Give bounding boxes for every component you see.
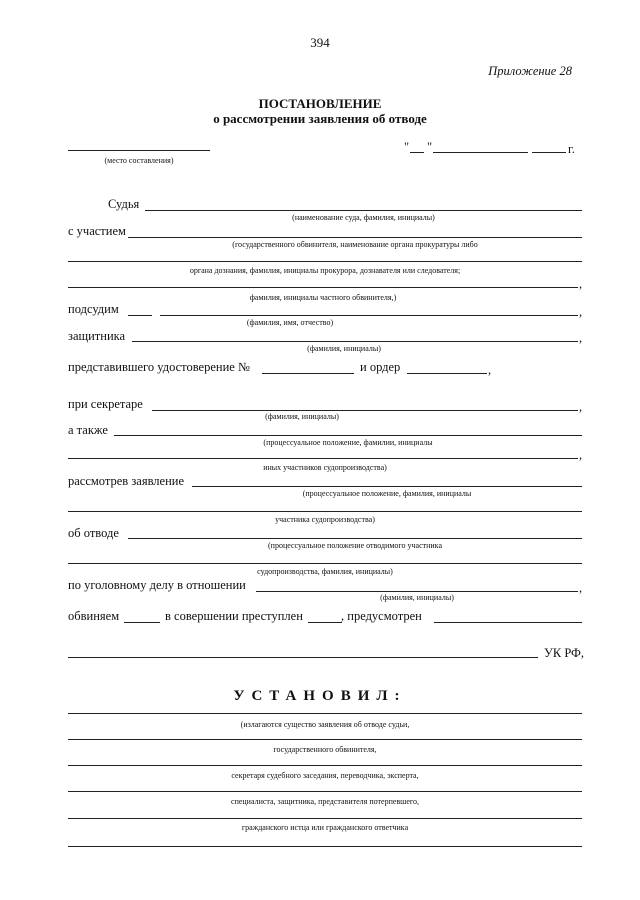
reviewed-line-2[interactable]	[68, 511, 582, 512]
code-article-line[interactable]	[68, 657, 538, 658]
recusal-line-2[interactable]	[68, 563, 582, 564]
also-caption-2: иных участников судопроизводства)	[263, 463, 387, 472]
participation-caption-1: (государственного обвинителя, наименование органа прокуратуры либо	[232, 240, 478, 249]
also-line-1[interactable]	[114, 435, 582, 436]
certificate-number-line[interactable]	[262, 373, 354, 374]
established-line-5[interactable]	[68, 818, 582, 819]
judge-label: Судья	[108, 197, 140, 211]
recusal-line-1[interactable]	[128, 538, 582, 539]
date-day-line[interactable]	[410, 152, 424, 153]
criminal-case-line[interactable]	[256, 591, 578, 592]
accused-label: обвиняем	[68, 609, 120, 623]
defendant-comma: ,	[579, 305, 583, 319]
certificate-label: представившего удостоверение №	[68, 360, 250, 374]
date-year-line[interactable]	[532, 152, 566, 153]
code-label: УК РФ,	[544, 646, 585, 660]
provided-label: , предусмотрен	[341, 609, 422, 623]
participation-comma: ,	[579, 277, 583, 291]
participation-label: с участием	[68, 224, 126, 238]
document-title: ПОСТАНОВЛЕНИЕ	[258, 96, 382, 111]
defender-line[interactable]	[132, 341, 578, 342]
date-open-quote: "	[404, 140, 410, 154]
established-caption-5: гражданского истца или гражданского ответчика	[241, 823, 409, 832]
secretary-line[interactable]	[152, 410, 578, 411]
accused-suffix-line[interactable]	[124, 622, 160, 623]
judge-line[interactable]	[145, 210, 582, 211]
established-line-4[interactable]	[68, 791, 582, 792]
provided-line[interactable]	[434, 622, 582, 623]
secretary-caption: (фамилия, инициалы)	[265, 412, 339, 421]
defender-label: защитника	[68, 329, 126, 343]
criminal-case-comma: ,	[579, 581, 583, 595]
participation-line-1[interactable]	[128, 237, 582, 238]
established-line-6[interactable]	[68, 846, 582, 847]
criminal-case-caption: (фамилия, инициалы)	[380, 593, 454, 602]
defender-caption: (фамилия, инициалы)	[307, 344, 381, 353]
participation-caption-3: фамилия, инициалы частного обвинителя,)	[249, 293, 397, 302]
participation-line-2[interactable]	[68, 261, 582, 262]
reviewed-caption-2: участника судопроизводства)	[275, 515, 375, 524]
reviewed-label: рассмотрев заявление	[68, 474, 185, 488]
recusal-caption-1: (процессуальное положение отводимого участника	[268, 541, 442, 550]
crime-label: в совершении преступлен	[165, 609, 303, 623]
participation-caption-2: органа дознания, фамилия, инициалы прокурора, дознавателя или следователя;	[189, 266, 461, 275]
also-line-2[interactable]	[68, 458, 578, 459]
page-number: 394	[310, 35, 330, 50]
defendant-caption: (фамилия, имя, отчество)	[246, 318, 334, 327]
defender-comma: ,	[579, 331, 583, 345]
established-caption-3: секретаря судебного заседания, переводчика, эксперта,	[231, 771, 419, 780]
established-line-1[interactable]	[68, 713, 582, 714]
secretary-label: при секретаре	[68, 397, 143, 411]
defendant-label: подсудим	[68, 302, 119, 316]
established-heading: УСТАНОВИЛ:	[233, 688, 407, 704]
order-comma: ,	[488, 363, 492, 377]
year-suffix: г.	[568, 142, 575, 156]
recusal-label: об отводе	[68, 526, 119, 540]
established-line-3[interactable]	[68, 765, 582, 766]
place-line[interactable]	[68, 150, 210, 151]
judge-caption: (наименование суда, фамилия, инициалы)	[292, 213, 435, 222]
recusal-caption-2: судопроизводства, фамилия, инициалы)	[257, 567, 393, 576]
date-close-quote: "	[427, 140, 433, 154]
also-comma: ,	[579, 448, 583, 462]
reviewed-caption-1: (процессуальное положение, фамилия, инициалы	[302, 489, 472, 498]
established-caption-2: государственного обвинителя,	[273, 745, 377, 754]
established-caption-4: специалиста, защитника, представителя потерпевшего,	[231, 797, 419, 806]
defendant-line[interactable]	[160, 315, 578, 316]
date-month-line[interactable]	[433, 152, 528, 153]
defendant-suffix-line[interactable]	[128, 315, 152, 316]
criminal-case-label: по уголовному делу в отношении	[68, 578, 246, 592]
crime-suffix-line[interactable]	[308, 622, 342, 623]
appendix-label: Приложение 28	[488, 64, 572, 78]
order-line[interactable]	[407, 373, 487, 374]
document-subtitle: о рассмотрении заявления об отводе	[213, 111, 427, 126]
reviewed-line-1[interactable]	[192, 486, 582, 487]
place-caption: (место составления)	[104, 156, 174, 165]
order-label: и ордер	[360, 360, 401, 374]
secretary-comma: ,	[579, 400, 583, 414]
established-caption-1: (излагаются существо заявления об отводе судьи,	[240, 720, 410, 729]
also-caption-1: (процессуальное положение, фамилии, инициалы	[263, 438, 433, 447]
established-line-2[interactable]	[68, 739, 582, 740]
participation-line-3[interactable]	[68, 287, 578, 288]
also-label: а также	[68, 423, 108, 437]
